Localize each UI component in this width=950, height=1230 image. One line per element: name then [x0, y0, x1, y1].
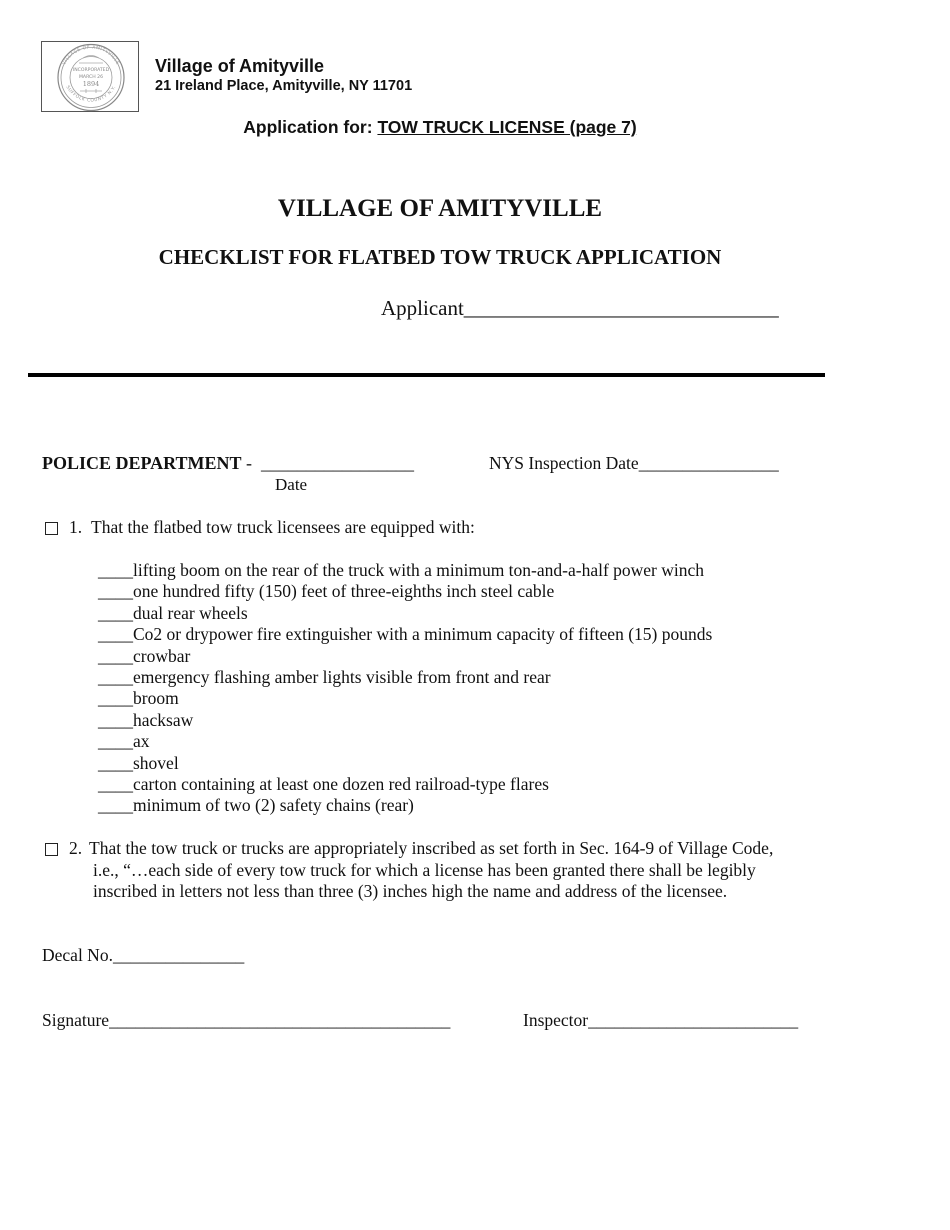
equipment-item[interactable]: ____carton containing at least one dozen red railroad-type flares	[98, 773, 549, 794]
document-title: VILLAGE OF AMITYVILLE	[277, 195, 603, 222]
equipment-item[interactable]: ____broom	[98, 688, 179, 709]
application-prefix: Application for:	[243, 117, 378, 137]
equipment-item[interactable]: ____hacksaw	[98, 709, 194, 730]
inspector-field[interactable]: Inspector________________________	[523, 1010, 799, 1030]
item1-text: That the flatbed tow truck licensees are equipped with:	[91, 517, 475, 537]
signature-field[interactable]: Signature_______________________________________	[42, 1010, 451, 1030]
equipment-item[interactable]: ____emergency flashing amber lights visible from front and rear	[98, 666, 551, 687]
seal-top-text: VILLAGE OF AMITYVILLE	[62, 45, 120, 67]
village-name: Village of Amityville	[155, 56, 325, 76]
application-type: TOW TRUCK LICENSE (page 7)	[377, 117, 637, 137]
equipment-item[interactable]: ____minimum of two (2) safety chains (rear)	[98, 795, 414, 816]
equipment-list	[98, 560, 712, 817]
equipment-item[interactable]: ____crowbar	[98, 645, 191, 666]
application-type-line	[0, 117, 880, 138]
date-caption: Date	[275, 475, 308, 494]
seal-bottom-text: SUFFOLK COUNTY N.Y.	[64, 85, 118, 104]
police-date-blank[interactable]: - _________________	[241, 453, 415, 473]
item2-text-line2: i.e., “…each side of every tow truck for which a license has been granted there shall be legibly	[93, 859, 756, 880]
equipment-item[interactable]: ____lifting boom on the rear of the truck with a minimum ton-and-a-half power winch	[98, 560, 705, 580]
seal-line1: INCORPORATED	[72, 68, 110, 73]
decal-number-field[interactable]: Decal No._______________	[42, 945, 245, 965]
nys-inspection-date-field[interactable]: NYS Inspection Date________________	[489, 453, 779, 473]
item1-checkbox[interactable]	[45, 522, 58, 535]
item2-text-line1: That the tow truck or trucks are appropriately inscribed as set forth in Sec. 164-9 of Village Code,	[89, 838, 774, 858]
applicant-field[interactable]: Applicant______________________________	[381, 296, 779, 320]
village-seal-logo	[50, 43, 132, 112]
item1-number: 1.	[69, 517, 83, 537]
item2-number: 2.	[69, 838, 83, 858]
village-seal-frame	[41, 41, 139, 112]
village-address: 21 Ireland Place, Amityville, NY 11701	[155, 78, 413, 94]
document-subtitle: CHECKLIST FOR FLATBED TOW TRUCK APPLICATION	[158, 245, 722, 269]
section-divider	[28, 373, 825, 377]
equipment-item[interactable]: ____one hundred fifty (150) feet of three-eighths inch steel cable	[98, 581, 555, 602]
police-department-label: POLICE DEPARTMENT	[42, 453, 242, 473]
equipment-item[interactable]: ____ax	[98, 731, 150, 752]
equipment-item[interactable]: ____dual rear wheels	[98, 602, 248, 623]
police-department-row	[42, 453, 414, 474]
equipment-item[interactable]: ____shovel	[98, 752, 179, 773]
equipment-item[interactable]: ____Co2 or drypower fire extinguisher with a minimum capacity of fifteen (15) pounds	[98, 624, 713, 645]
seal-line2: MARCH 26	[78, 75, 104, 80]
seal-line3: 1894	[82, 80, 100, 88]
item2-text-line3: inscribed in letters not less than three (3) inches high the name and address of the licensee.	[93, 881, 728, 901]
item2-checkbox[interactable]	[45, 843, 58, 856]
